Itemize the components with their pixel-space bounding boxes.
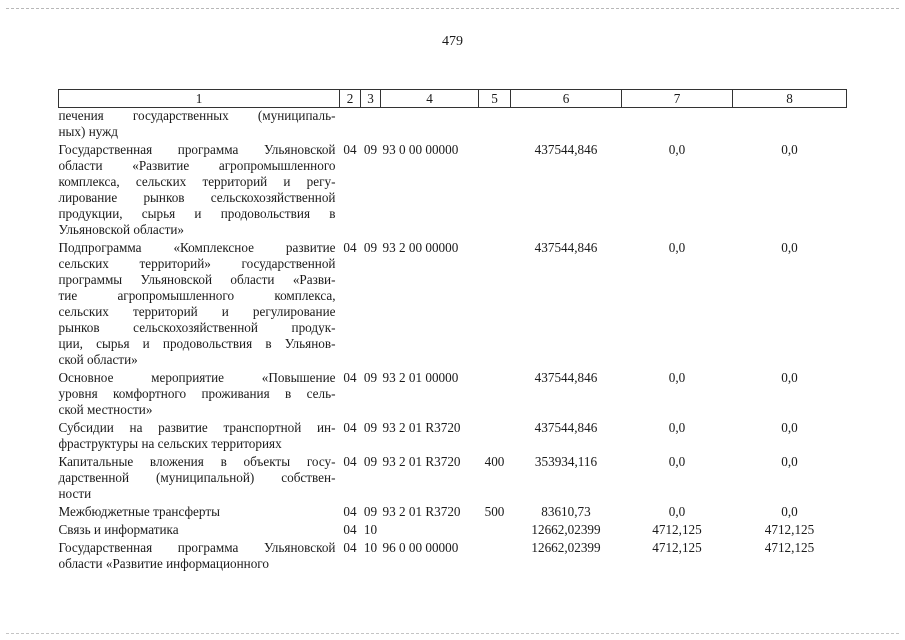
table-row [59, 240, 847, 370]
row-name-line: сельских территорий» государственной [58, 256, 336, 271]
row-name-line: уровня комфортного проживания в сель- [58, 386, 336, 401]
row-name-cell [59, 420, 340, 454]
subsection-code-cell: 10 [363, 522, 378, 537]
column-header: 1 [59, 90, 340, 108]
table-row [59, 504, 847, 522]
target-article-cell: 93 2 00 00000 [382, 240, 459, 255]
row-name-line: программы Ульяновской области «Разви- [58, 272, 336, 287]
row-name-line: печения государственных (муниципаль- [58, 108, 336, 123]
row-name-line: Государственная программа Ульяновской [58, 142, 336, 157]
amount-cell [733, 108, 847, 143]
row-name-line: тие агропромышленного комплекса, [58, 288, 336, 303]
subsection-code-cell: 09 [363, 504, 378, 519]
table-row [59, 522, 847, 540]
amount-cell: 4712,125 [764, 540, 815, 555]
subsection-code-cell: 09 [363, 142, 378, 157]
section-code-cell: 04 [343, 370, 357, 385]
row-name-line: ных) нужд [58, 124, 118, 139]
row-name-line: Межбюджетные трансферты [58, 504, 220, 519]
target-article-cell: 93 2 01 R3720 [382, 504, 461, 519]
expense-type-cell [479, 420, 511, 454]
expense-type-cell [479, 108, 511, 143]
column-header: 2 [340, 90, 361, 108]
amount-cell: 4712,125 [764, 522, 815, 537]
row-name-cell [59, 240, 340, 370]
amount-cell: 0,0 [668, 142, 686, 157]
row-name-line: рынков сельскохозяйственной продук- [58, 320, 336, 335]
row-name-line: Капитальные вложения в объекты госу- [58, 454, 336, 469]
target-article-cell: 93 0 00 00000 [382, 142, 459, 157]
expense-type-cell [479, 370, 511, 420]
row-name-line: Связь и информатика [58, 522, 179, 537]
amount-cell: 0,0 [781, 370, 798, 385]
row-name-line: ской области» [58, 352, 138, 367]
table-body [59, 108, 847, 575]
section-code-cell: 04 [343, 504, 357, 519]
expense-type-cell [479, 240, 511, 370]
target-article-cell: 93 2 01 00000 [382, 370, 459, 385]
target-article-cell [381, 108, 479, 143]
row-name-line: Государственная программа Ульяновской [58, 540, 336, 555]
amount-cell: 0,0 [668, 454, 686, 469]
table-row [59, 540, 847, 574]
section-code-cell: 04 [343, 142, 357, 157]
subsection-code-cell: 09 [363, 420, 378, 435]
column-header: 3 [361, 90, 381, 108]
amount-cell: 4712,125 [652, 540, 702, 555]
row-name-line: комплекса, сельских территорий и регу- [58, 174, 336, 189]
amount-cell: 0,0 [668, 504, 686, 519]
row-name-line: лирование рынков сельскохозяйственной [58, 190, 336, 205]
subsection-code-cell: 10 [363, 540, 378, 555]
column-header: 8 [733, 90, 847, 108]
row-name-line: фраструктуры на сельских территориях [58, 436, 282, 451]
table-row [59, 108, 847, 143]
budget-table [58, 89, 847, 574]
row-name-cell [59, 504, 340, 522]
column-header: 7 [622, 90, 733, 108]
amount-cell: 12662,02399 [531, 540, 601, 555]
row-name-line: дарственной (муниципальной) собствен- [58, 470, 336, 485]
amount-cell [511, 108, 622, 143]
subsection-code-cell: 09 [363, 240, 378, 255]
target-article-cell: 93 2 01 R3720 [382, 454, 461, 469]
section-code-cell: 04 [343, 522, 357, 537]
row-name-line: ской местности» [58, 402, 153, 417]
subsection-code-cell [361, 108, 381, 143]
row-name-line: области «Развитие агропромышленного [58, 158, 336, 173]
expense-type-cell: 500 [484, 504, 505, 519]
row-name-line: Подпрограмма «Комплексное развитие [58, 240, 336, 255]
row-name-cell [59, 454, 340, 504]
expense-type-cell [479, 540, 511, 574]
row-name-line: ности [58, 486, 92, 501]
table-row [59, 142, 847, 240]
row-name-line: Субсидии на развитие транспортной ин- [58, 420, 336, 435]
header-row [59, 90, 847, 108]
amount-cell: 0,0 [781, 420, 798, 435]
row-name-cell [59, 108, 340, 143]
amount-cell: 0,0 [668, 370, 686, 385]
column-header: 4 [381, 90, 479, 108]
amount-cell: 437544,846 [534, 370, 598, 385]
amount-cell: 0,0 [781, 142, 798, 157]
section-code-cell: 04 [343, 454, 357, 469]
section-code-cell: 04 [343, 240, 357, 255]
amount-cell: 353934,116 [534, 454, 598, 469]
table-row [59, 420, 847, 454]
amount-cell: 0,0 [781, 504, 798, 519]
amount-cell [622, 108, 733, 143]
amount-cell: 4712,125 [652, 522, 702, 537]
column-header: 6 [511, 90, 622, 108]
section-code-cell [340, 108, 361, 143]
expense-type-cell: 400 [484, 454, 505, 469]
target-article-cell: 93 2 01 R3720 [382, 420, 461, 435]
row-name-cell [59, 142, 340, 240]
amount-cell: 0,0 [668, 420, 686, 435]
row-name-line: продукции, сырья и продовольствия в [58, 206, 336, 221]
subsection-code-cell: 09 [363, 370, 378, 385]
expense-type-cell [479, 142, 511, 240]
amount-cell: 0,0 [781, 240, 798, 255]
row-name-cell [59, 522, 340, 540]
amount-cell: 437544,846 [534, 240, 598, 255]
subsection-code-cell: 09 [363, 454, 378, 469]
row-name-cell [59, 370, 340, 420]
amount-cell: 0,0 [668, 240, 686, 255]
amount-cell: 437544,846 [534, 142, 598, 157]
section-code-cell: 04 [343, 540, 357, 555]
section-code-cell: 04 [343, 420, 357, 435]
expense-type-cell [479, 522, 511, 540]
row-name-line: Основное мероприятие «Повышение [58, 370, 336, 385]
row-name-line: сельских территорий и регулирование [58, 304, 336, 319]
amount-cell: 0,0 [781, 454, 798, 469]
row-name-line: ции, сырья и продовольствия в Ульянов- [58, 336, 336, 351]
table-row [59, 454, 847, 504]
page-number: 479 [442, 34, 463, 49]
row-name-line: области «Развитие информационного [58, 556, 269, 571]
target-article-cell [381, 522, 479, 540]
amount-cell: 83610,73 [541, 504, 591, 519]
row-name-line: Ульяновской области» [58, 222, 185, 237]
table-row [59, 370, 847, 420]
amount-cell: 437544,846 [534, 420, 598, 435]
column-header: 5 [479, 90, 511, 108]
amount-cell: 12662,02399 [531, 522, 601, 537]
target-article-cell: 96 0 00 00000 [382, 540, 459, 555]
row-name-cell [59, 540, 340, 574]
